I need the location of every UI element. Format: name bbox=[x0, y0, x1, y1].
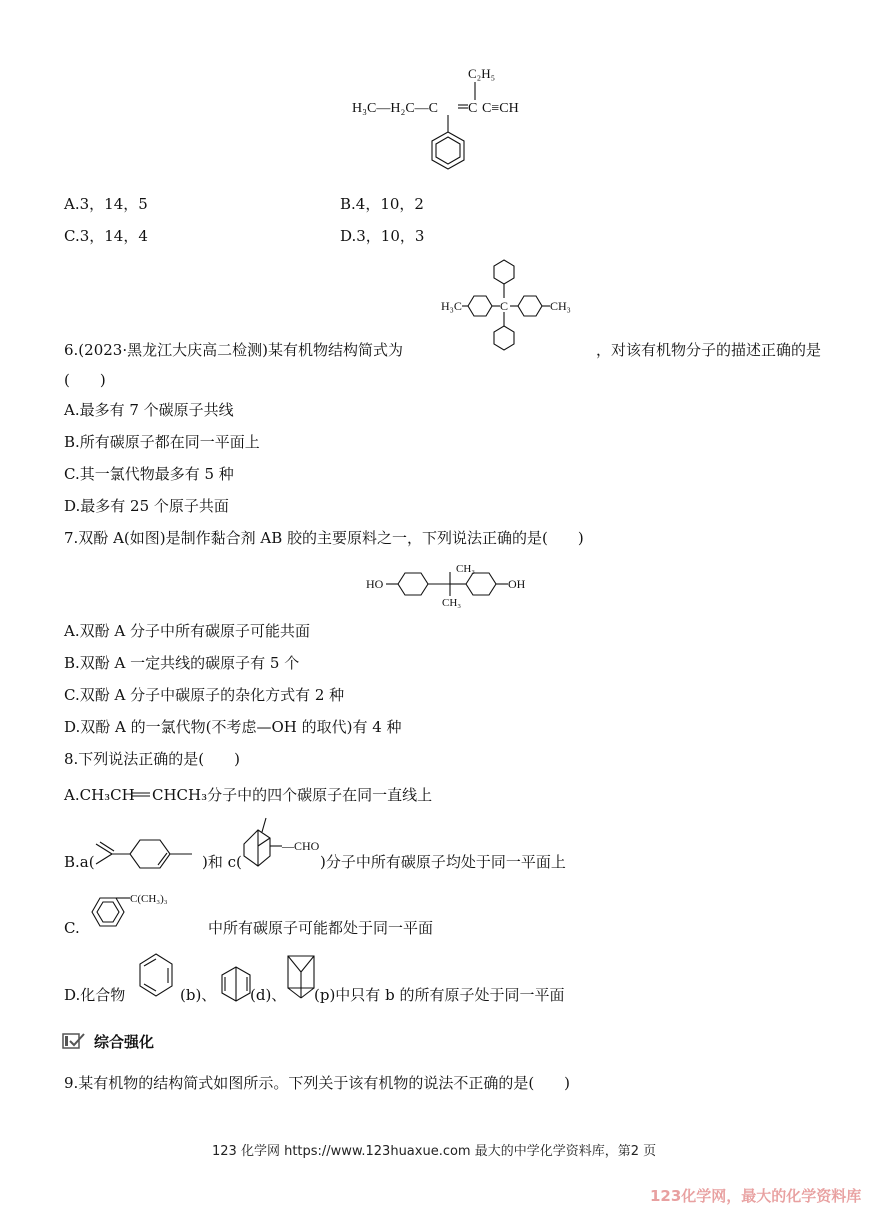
q5-option-a: A.3，14，5 bbox=[64, 195, 148, 213]
q6-structure bbox=[428, 258, 588, 358]
q7-option-a: A.双酚 A 分子中所有碳原子可能共面 bbox=[64, 622, 310, 640]
compound-c-structure bbox=[238, 816, 328, 876]
q6-stem-tail: ，对该有机物分子的描述正确的是 bbox=[596, 341, 822, 359]
compound-a-structure bbox=[92, 830, 202, 880]
q8-stem: 8.下列说法正确的是( ) bbox=[64, 750, 241, 768]
ethyl-label: C₂H₅ bbox=[468, 66, 496, 81]
q6-right-methyl: CH₃ bbox=[550, 299, 571, 313]
q6-option-b: B.所有碳原子都在同一平面上 bbox=[64, 433, 260, 451]
q6-central-carbon: C bbox=[500, 299, 509, 313]
q7-option-c: C.双酚 A 分子中碳原子的杂化方式有 2 种 bbox=[64, 686, 345, 704]
q6-option-a: A.最多有 7 个碳原子共线 bbox=[64, 401, 234, 419]
q5-option-d: D.3，10，3 bbox=[340, 227, 425, 245]
q8-option-b-prefix: B.a( bbox=[64, 853, 95, 871]
q6-answer-paren: ( ) bbox=[64, 371, 106, 389]
q6-stem: 6.(2023·黑龙江大庆高二检测)某有机物结构简式为 bbox=[64, 341, 403, 359]
q7-bisphenol-structure bbox=[362, 560, 542, 610]
q8-option-c-text: 中所有碳原子可能都处于同一平面 bbox=[208, 919, 434, 937]
q6-left-methyl: H₃C bbox=[441, 299, 462, 313]
double-bond-mark bbox=[132, 790, 152, 800]
q6-option-d: D.最多有 25 个原子共面 bbox=[64, 497, 229, 515]
q7-option-b: B.双酚 A 一定共线的碳原子有 5 个 bbox=[64, 654, 300, 672]
q7-oh-label: OH bbox=[508, 577, 526, 591]
q7-ho-label: HO bbox=[366, 577, 384, 591]
page-footer: 123 化学网 https://www.123huaxue.com 最大的中学化学资料库，第2 页 bbox=[212, 1144, 657, 1159]
compound-b-benzene bbox=[134, 950, 178, 1006]
q8-option-d-text: (p)中只有 b 的所有原子处于同一平面 bbox=[314, 986, 565, 1004]
check-section-icon bbox=[62, 1032, 88, 1050]
q8-option-a-text: CHCH₃分子中的四个碳原子在同一直线上 bbox=[152, 786, 433, 804]
q7-bottom-methyl: CH₃ bbox=[442, 597, 462, 609]
q5-structure bbox=[340, 60, 560, 190]
q8-option-b-mid: )和 c( bbox=[202, 853, 242, 871]
q8-option-c-prefix: C. bbox=[64, 919, 80, 937]
q8-option-b-text: )分子中所有碳原子均处于同一平面上 bbox=[320, 853, 566, 871]
chain-left-label: H₃C—H₂C—C bbox=[352, 101, 438, 116]
q7-top-methyl: CH₃ bbox=[456, 563, 476, 575]
chain-mid-carbon: C bbox=[468, 101, 478, 116]
q7-option-d: D.双酚 A 的一氯代物(不考虑—OH 的取代)有 4 种 bbox=[64, 718, 402, 736]
q7-stem: 7.双酚 A(如图)是制作黏合剂 AB 胶的主要原料之一，下列说法正确的是( ) bbox=[64, 529, 584, 547]
tert-butyl-label: C(CH₃)₃ bbox=[130, 893, 168, 905]
q5-option-c: C.3，14，4 bbox=[64, 227, 148, 245]
section-title: 综合强化 bbox=[94, 1033, 155, 1051]
q8-option-d-d-label: (d)、 bbox=[250, 986, 287, 1004]
q8-option-d-prefix: D.化合物 bbox=[64, 986, 126, 1004]
q8-option-a-prefix: A.CH₃CH bbox=[64, 786, 135, 804]
q6-option-c: C.其一氯代物最多有 5 种 bbox=[64, 465, 234, 483]
aldehyde-label: —CHO bbox=[282, 839, 320, 853]
tert-butylbenzene-structure bbox=[86, 884, 206, 934]
q9-stem: 9.某有机物的结构简式如图所示。下列关于该有机物的说法不正确的是( ) bbox=[64, 1074, 571, 1092]
q5-option-b: B.4，10，2 bbox=[340, 195, 424, 213]
watermark: 123化学网，最大的化学资料库 bbox=[650, 1187, 862, 1205]
chain-right-label: C≡CH bbox=[482, 101, 519, 116]
q8-option-d-b-label: (b)、 bbox=[180, 986, 217, 1004]
